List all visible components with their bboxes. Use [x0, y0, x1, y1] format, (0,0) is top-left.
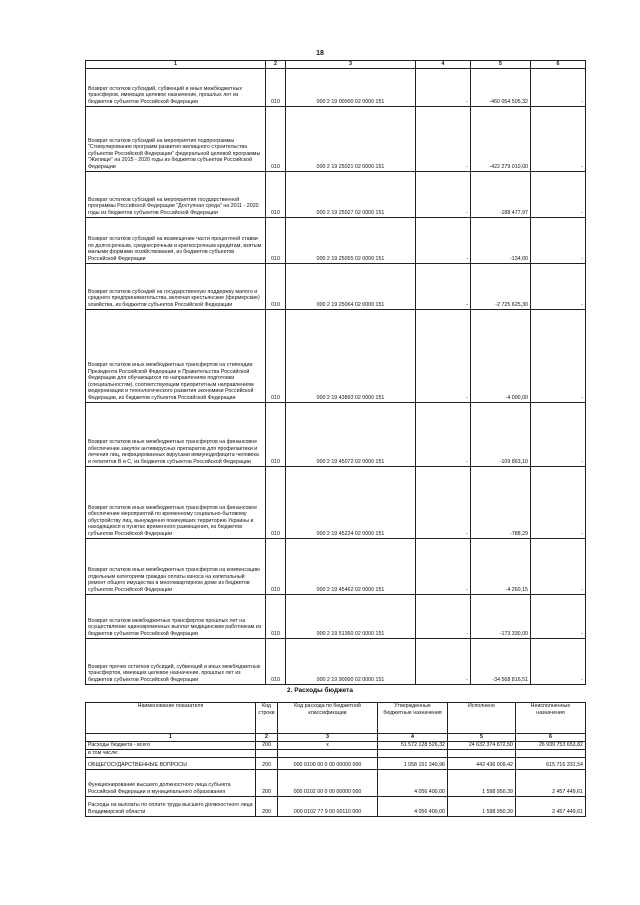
- row-kbk: 000 2 19 00000 02 0000 151: [286, 68, 416, 106]
- row-code: 200: [256, 796, 278, 816]
- column-number: 3: [278, 734, 378, 742]
- row-executed: [448, 749, 516, 757]
- row-code: 200: [256, 757, 278, 769]
- row-unexecuted: -: [531, 466, 586, 538]
- row-name: Возврат остатков иных межбюджетных трансфертов на финансовое обеспечение закупок антивирусных препаратов для профилактики и лечения лиц, инфицированных вирусами иммунодефицита человека и гепатитов В и С, из бюджетов субъектов Российской Федерации: [86, 402, 266, 466]
- row-executed: 1 598 950,39: [448, 769, 516, 796]
- column-header: 5: [471, 61, 531, 69]
- table-row: [86, 757, 586, 769]
- row-executed: -788,29: [471, 466, 531, 538]
- row-approved: -: [416, 171, 471, 217]
- row-code: 010: [266, 106, 286, 171]
- table-row: [86, 538, 586, 594]
- row-executed: -4 000,00: [471, 309, 531, 402]
- row-approved: -: [416, 638, 471, 684]
- row-executed: -422 279 010,00: [471, 106, 531, 171]
- table-row: [86, 741, 586, 749]
- row-executed: -460 054 505,32: [471, 68, 531, 106]
- row-executed: 1 598 950,39: [448, 796, 516, 816]
- row-approved: -: [416, 309, 471, 402]
- row-code: 010: [266, 309, 286, 402]
- row-approved: 51 572 128 526,32: [378, 741, 448, 749]
- row-code: 010: [266, 638, 286, 684]
- row-kbk: 000 2 19 25027 02 0000 151: [286, 171, 416, 217]
- row-approved: -: [416, 594, 471, 638]
- row-executed: -4 260,15: [471, 538, 531, 594]
- row-unexecuted: -: [531, 402, 586, 466]
- row-name: Возврат остатков субсидий, субвенций и иных межбюджетных трансферов, имеющих целевое назначение, прошлых лет из бюджетов субъектов Российской Федерации: [86, 68, 266, 106]
- row-kbk: 000 2 19 25064 02 0000 151: [286, 263, 416, 309]
- row-unexecuted: -: [531, 309, 586, 402]
- row-kbk: 000 2 19 51360 02 0000 151: [286, 594, 416, 638]
- table-row: [86, 749, 586, 757]
- column-header: 4: [416, 61, 471, 69]
- row-unexecuted: -: [531, 68, 586, 106]
- row-name: Расходы бюджета - всего: [86, 741, 256, 749]
- row-name: в том числе:: [86, 749, 256, 757]
- table-row: [86, 68, 586, 106]
- row-unexecuted: -: [531, 594, 586, 638]
- row-code: 010: [266, 68, 286, 106]
- table-row: [86, 466, 586, 538]
- row-unexecuted: 26 939 753 653,82: [516, 741, 586, 749]
- table-row: [86, 769, 586, 796]
- row-code: 010: [266, 594, 286, 638]
- table-header-row: [86, 61, 586, 69]
- row-kbk: 000 2 19 45462 02 0000 151: [286, 538, 416, 594]
- table-row: [86, 594, 586, 638]
- row-code: [256, 749, 278, 757]
- column-header-unexecuted: Неисполненные назначения: [516, 703, 586, 734]
- row-approved: 4 056 400,00: [378, 796, 448, 816]
- row-name: Возврат остатков субсидий на мероприятия подпрограммы "Стимулирование программ развития жилищного строительства субъектов Российской Федерации" федеральной целевой программы "Жилище" на 2015 - 2020 годы из бюджетов субъектов Российской Федерации: [86, 106, 266, 171]
- row-kbk: 000 2 19 90000 02 0000 151: [286, 638, 416, 684]
- column-number: 6: [516, 734, 586, 742]
- row-kbk: 000 2 19 45072 02 0000 151: [286, 402, 416, 466]
- row-unexecuted: -: [531, 263, 586, 309]
- table-row: [86, 638, 586, 684]
- row-name: ОБЩЕГОСУДАРСТВЕННЫЕ ВОПРОСЫ: [86, 757, 256, 769]
- row-code: 010: [266, 263, 286, 309]
- row-name: Возврат остатков иных межбюджетных трансфертов на компенсацию отдельным категориям граждан оплаты взноса на капитальный ремонт общего имущества в многоквартирном доме из бюджетов субъектов Российской Федерации: [86, 538, 266, 594]
- column-header-code: Код строки: [256, 703, 278, 734]
- row-executed: -188 477,97: [471, 171, 531, 217]
- row-code: 010: [266, 538, 286, 594]
- column-header: 3: [286, 61, 416, 69]
- column-number: 4: [378, 734, 448, 742]
- row-kbk: 000 2 19 25021 02 0000 151: [286, 106, 416, 171]
- row-approved: -: [416, 538, 471, 594]
- row-name: Расходы на выплаты по оплате труда высшего должностного лица Владимирской области: [86, 796, 256, 816]
- table-row: [86, 402, 586, 466]
- row-kbk: х: [278, 741, 378, 749]
- row-unexecuted: 2 457 449,61: [516, 796, 586, 816]
- row-executed: -109 863,10: [471, 402, 531, 466]
- column-number-row: [86, 734, 586, 742]
- row-executed: -2 725 625,30: [471, 263, 531, 309]
- row-unexecuted: [516, 749, 586, 757]
- table-row: [86, 309, 586, 402]
- row-kbk: 000 2 19 25055 02 0000 151: [286, 217, 416, 263]
- row-approved: -: [416, 466, 471, 538]
- row-unexecuted: 2 457 449,61: [516, 769, 586, 796]
- row-approved: -: [416, 402, 471, 466]
- row-executed: -134,00: [471, 217, 531, 263]
- column-header-approved: Утвержденные бюджетные назначения: [378, 703, 448, 734]
- row-name: Возврат прочих остатков субсидий, субвенций и иных межбюджетных трансфертов, имеющих целевое назначение, прошлых лет из бюджетов субъектов Российской Федерации: [86, 638, 266, 684]
- row-name: Возврат остатков межбюджетных трансфертов прошлых лет на осуществление единовременных выплат медицинским работникам из бюджетов субъектов Российской Федерации: [86, 594, 266, 638]
- row-executed: -34 568 816,51: [471, 638, 531, 684]
- section-title: 2. Расходы бюджета: [287, 687, 353, 694]
- table-row: [86, 796, 586, 816]
- column-number: 5: [448, 734, 516, 742]
- row-code: 200: [256, 769, 278, 796]
- row-unexecuted: -: [531, 106, 586, 171]
- row-name: Возврат остатков иных межбюджетных трансфертов на финансовое обеспечение мероприятий по временному социально-бытовому обустройству лиц, вынужденно покинувших территорию Украины и находящихся в пунктах временного размещения, из бюджетов субъектов Российской Федерации: [86, 466, 266, 538]
- row-code: 200: [256, 741, 278, 749]
- table-header-row: [86, 703, 586, 734]
- row-approved: 4 056 400,00: [378, 769, 448, 796]
- revenue-returns-table: [85, 60, 586, 685]
- row-approved: 1 058 151 340,96: [378, 757, 448, 769]
- row-approved: -: [416, 217, 471, 263]
- column-header: 2: [266, 61, 286, 69]
- row-unexecuted: -: [531, 217, 586, 263]
- row-code: 010: [266, 217, 286, 263]
- row-unexecuted: -: [531, 171, 586, 217]
- table-row: [86, 217, 586, 263]
- budget-expenses-table: [85, 702, 586, 817]
- row-unexecuted: -: [531, 638, 586, 684]
- row-approved: -: [416, 68, 471, 106]
- row-name: Возврат остатков иных межбюджетных трансфертов на стипендии Президента Российской Федерации и Правительства Российской Федерации для обучающихся по направлениям подготовки (специальностям), соответствующим приоритетным направлениям модернизации и технологического развития экономики Российской Федерации, из бюджетов субъектов Российской Федерации: [86, 309, 266, 402]
- table-row: [86, 263, 586, 309]
- column-header-kbk: Код расхода по бюджетной классификации: [278, 703, 378, 734]
- row-kbk: [278, 749, 378, 757]
- row-name: Возврат остатков субсидий на мероприятия государственной программы Российской Федерации "Доступная среда" на 2011 - 2020 годы из бюджетов субъектов Российской Федерации: [86, 171, 266, 217]
- row-code: 010: [266, 171, 286, 217]
- column-header: 6: [531, 61, 586, 69]
- table-row: [86, 171, 586, 217]
- row-unexecuted: 615 715 331,54: [516, 757, 586, 769]
- row-executed: 442 436 009,42: [448, 757, 516, 769]
- column-header-name: Наименование показателя: [86, 703, 256, 734]
- table-row: [86, 106, 586, 171]
- column-header: 1: [86, 61, 266, 69]
- row-executed: 24 632 374 872,50: [448, 741, 516, 749]
- row-name: Возврат остатков субсидий на возмещение части процентной ставки по долгосрочным, среднесрочным и краткосрочным кредитам, взятым малыми формами хозяйствования, из бюджетов субъектов Российской Федерации: [86, 217, 266, 263]
- row-executed: -173 330,00: [471, 594, 531, 638]
- row-approved: -: [416, 263, 471, 309]
- row-code: 010: [266, 402, 286, 466]
- row-kbk: 000 0100 00 0 00 00000 000: [278, 757, 378, 769]
- row-kbk: 000 0102 00 0 00 00000 000: [278, 769, 378, 796]
- row-unexecuted: -: [531, 538, 586, 594]
- row-name: Функционирование высшего должностного лица субъекта Российской Федерации и муниципального образования: [86, 769, 256, 796]
- row-name: Возврат остатков субсидий на государственную поддержку малого и среднего предпринимательства, включая крестьянские (фермерские) хозяйства, из бюджетов субъектов Российской Федерации: [86, 263, 266, 309]
- column-header-executed: Исполнено: [448, 703, 516, 734]
- row-approved: -: [416, 106, 471, 171]
- row-kbk: 000 2 19 45224 02 0000 151: [286, 466, 416, 538]
- row-kbk: 000 2 19 43893 02 0000 151: [286, 309, 416, 402]
- column-number: 2: [256, 734, 278, 742]
- row-kbk: 000 0102 77 9 00 00110 000: [278, 796, 378, 816]
- row-code: 010: [266, 466, 286, 538]
- page-number: 18: [316, 50, 324, 57]
- row-approved: [378, 749, 448, 757]
- column-number: 1: [86, 734, 256, 742]
